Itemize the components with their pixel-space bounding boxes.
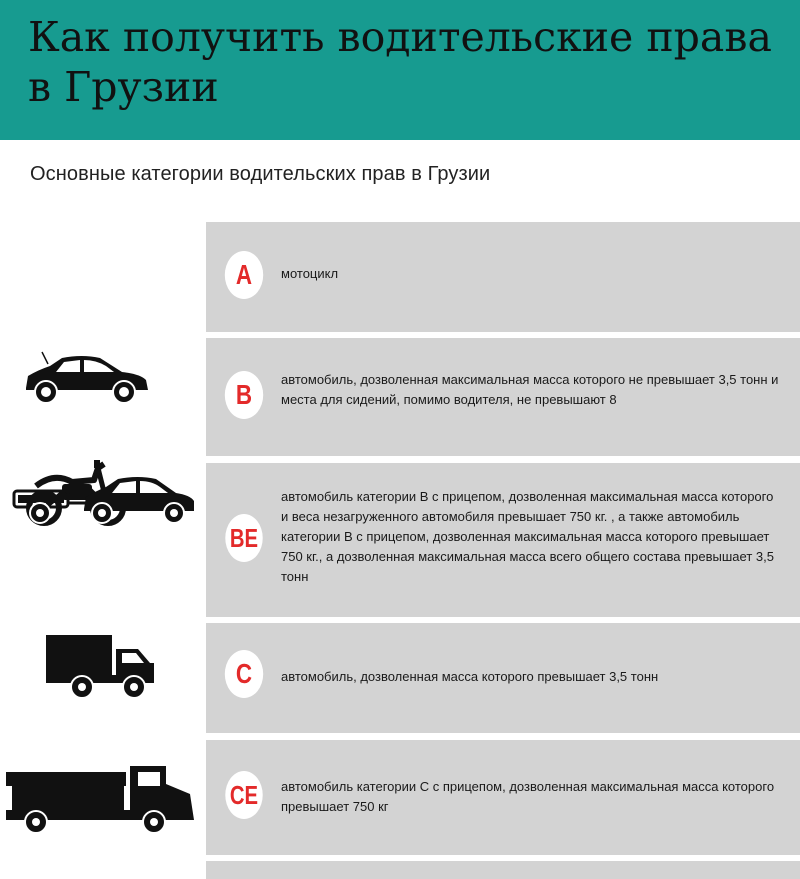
category-row-partial [0,861,800,879]
category-icon-cell [0,463,206,617]
category-icon-cell [0,623,206,733]
truck-with-trailer-icon [6,764,200,838]
truck-icon [46,631,158,701]
category-badge: A [225,251,263,299]
category-badge: C [225,650,263,698]
category-row-be [0,463,800,617]
category-description: автомобиль категории C с прицепом, дозволенная максимальная масса которого превышает 750 кг [281,779,775,814]
page-subtitle: Основные категории водительских прав в Грузии [30,163,491,185]
header-banner [0,0,800,140]
category-badge: B [225,371,263,419]
category-row-b [0,338,800,456]
category-description: автомобиль, дозволенная максимальная масса которого не превышает 3,5 тонн и места для сидений, помимо водителя, не превышают 8 [281,372,779,407]
category-description: автомобиль категории B с прицепом, дозволенная максимальная масса которого и веса незагруженного автомобиля превышает 750 кг. , а также автомобиль категории B с прицепом, дозволенная максимальная масса которого превышает 750 кг., а дозволенная максимальная масса всего общего состава превышает 3,5 тонн [281,489,774,584]
category-panel [206,338,800,456]
car-icon [22,350,152,406]
category-badge: BE [225,514,262,562]
page-title: Как получить водительские права в Грузии [28,13,772,111]
category-panel [206,623,800,733]
category-icon-cell [0,338,206,456]
category-panel [206,222,800,332]
category-description: автомобиль, дозволенная масса которого превышает 3,5 тонн [281,669,659,684]
car-with-trailer-icon [10,473,196,525]
category-row-a [0,222,800,332]
category-row-c [0,623,800,733]
category-panel [206,740,800,855]
category-description: мотоцикл [281,266,339,281]
category-row-ce [0,740,800,855]
category-panel [206,861,800,879]
category-badge: CE [225,771,262,819]
category-icon-cell [0,740,206,855]
category-panel [206,463,800,617]
category-icon-cell [0,222,206,332]
